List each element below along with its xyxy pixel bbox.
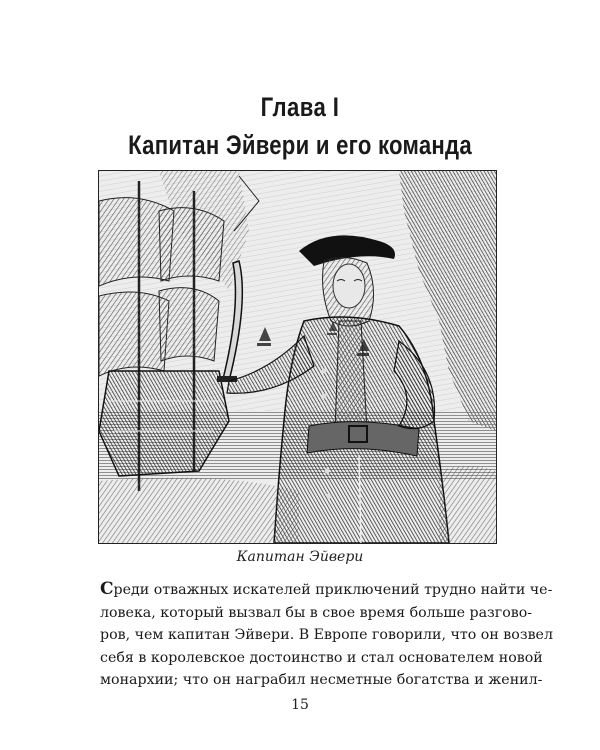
body-line: Среди отважных искателей приключений трудно найти че- xyxy=(100,579,553,599)
drop-cap: С xyxy=(100,579,114,599)
body-line: себя в королевское достоинство и стал основателем новой xyxy=(100,649,543,666)
body-paragraph xyxy=(100,578,553,692)
illustration-caption: Капитан Эйвери xyxy=(236,549,364,565)
chapter-number: Глава I xyxy=(260,92,340,122)
body-line: ловека, который вызвал бы в свое время больше разгово- xyxy=(100,604,533,621)
body-line: ров, чем капитан Эйвери. В Европе говорили, что он возвел xyxy=(100,627,553,643)
body-line: монархии; что он награбил несметные богатства и женил- xyxy=(100,672,543,688)
chapter-heading xyxy=(0,88,600,164)
chapter-title: Капитан Эйвери и его команда xyxy=(128,130,472,160)
captain-avery-engraving xyxy=(98,170,497,544)
page-number: 15 xyxy=(291,697,309,713)
